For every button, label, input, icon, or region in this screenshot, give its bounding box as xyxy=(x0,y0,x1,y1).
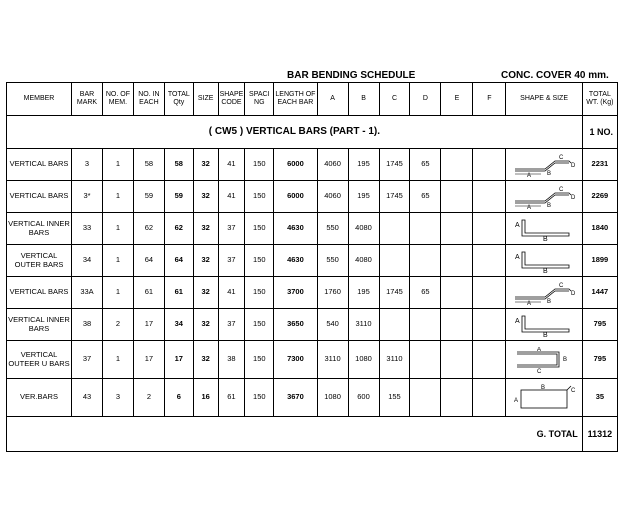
total-qty-cell: 64 xyxy=(164,245,193,277)
shape-code-cell: 41 xyxy=(218,149,245,181)
dim-a-cell: 550 xyxy=(317,213,348,245)
total-wt-cell: 795 xyxy=(582,309,617,341)
total-wt-cell: 35 xyxy=(582,379,617,417)
section-row xyxy=(7,116,618,149)
length-cell: 6000 xyxy=(274,149,317,181)
col-bar-mark: BAR MARK xyxy=(72,83,103,116)
table-row xyxy=(7,341,618,379)
col-spacing: SPACI NG xyxy=(245,83,274,116)
dim-c-cell: 3110 xyxy=(379,341,410,379)
bar-mark-cell: 3* xyxy=(72,181,103,213)
dim-b-cell: 195 xyxy=(348,277,379,309)
dim-c-cell xyxy=(379,245,410,277)
svg-text:A: A xyxy=(527,172,532,177)
shape-code-cell: 37 xyxy=(218,245,245,277)
section-count: 1 NO. xyxy=(582,116,617,149)
dim-d-cell xyxy=(410,245,441,277)
bar-bending-table xyxy=(6,82,618,452)
spacing-cell: 150 xyxy=(245,213,274,245)
length-cell: 3700 xyxy=(274,277,317,309)
svg-text:B: B xyxy=(543,235,548,241)
spacing-cell: 150 xyxy=(245,149,274,181)
dim-e-cell xyxy=(441,341,473,379)
dim-c-cell: 1745 xyxy=(379,149,410,181)
col-c: C xyxy=(379,83,410,116)
link-shape-icon xyxy=(506,379,582,417)
ubar-shape-icon xyxy=(506,341,582,379)
dim-a-cell: 4060 xyxy=(317,181,348,213)
size-cell: 32 xyxy=(193,181,218,213)
ell-shape-icon xyxy=(506,213,582,245)
dim-c-cell xyxy=(379,213,410,245)
member-cell: VERTICAL BARS xyxy=(7,277,72,309)
dim-d-cell xyxy=(410,309,441,341)
svg-text:A: A xyxy=(527,300,532,305)
spacing-cell: 150 xyxy=(245,181,274,213)
svg-text:A: A xyxy=(514,397,519,404)
header-row xyxy=(7,83,618,116)
table-row xyxy=(7,277,618,309)
ell-shape-icon xyxy=(506,309,582,341)
total-wt-cell: 1899 xyxy=(582,245,617,277)
dim-d-cell: 65 xyxy=(410,181,441,213)
dim-e-cell xyxy=(441,213,473,245)
no-of-mem-cell: 1 xyxy=(102,341,133,379)
svg-text:C: C xyxy=(559,154,564,161)
dim-b-cell: 195 xyxy=(348,181,379,213)
bar-mark-cell: 34 xyxy=(72,245,103,277)
no-of-mem-cell: 3 xyxy=(102,379,133,417)
no-in-each-cell: 61 xyxy=(133,277,164,309)
schedule-title: BAR BENDING SCHEDULE xyxy=(287,70,416,81)
bar-mark-cell: 33 xyxy=(72,213,103,245)
spacing-cell: 150 xyxy=(245,379,274,417)
svg-text:C: C xyxy=(537,368,542,373)
dim-b-cell: 1080 xyxy=(348,341,379,379)
concrete-cover: CONC. COVER 40 mm. xyxy=(501,70,609,81)
dim-e-cell xyxy=(441,149,473,181)
total-qty-cell: 17 xyxy=(164,341,193,379)
svg-text:B: B xyxy=(547,298,552,305)
total-wt-cell: 1840 xyxy=(582,213,617,245)
svg-text:A: A xyxy=(515,317,520,325)
length-cell: 4630 xyxy=(274,213,317,245)
svg-text:A: A xyxy=(537,346,542,353)
bar-mark-cell: 43 xyxy=(72,379,103,417)
svg-text:A: A xyxy=(527,204,532,209)
total-qty-cell: 6 xyxy=(164,379,193,417)
member-cell: VERTICAL OUTER BARS xyxy=(7,245,72,277)
dim-a-cell: 4060 xyxy=(317,149,348,181)
col-d: D xyxy=(410,83,441,116)
dim-b-cell: 600 xyxy=(348,379,379,417)
svg-text:B: B xyxy=(543,267,548,273)
table-row xyxy=(7,245,618,277)
total-qty-cell: 61 xyxy=(164,277,193,309)
dim-e-cell xyxy=(441,245,473,277)
dim-f-cell xyxy=(473,245,506,277)
bar-mark-cell: 33A xyxy=(72,277,103,309)
crank-shape-icon xyxy=(506,181,582,213)
no-in-each-cell: 59 xyxy=(133,181,164,213)
crank-shape-icon xyxy=(506,277,582,309)
size-cell: 32 xyxy=(193,341,218,379)
total-wt-cell: 1447 xyxy=(582,277,617,309)
shape-code-cell: 41 xyxy=(218,277,245,309)
dim-a-cell: 1080 xyxy=(317,379,348,417)
dim-d-cell: 65 xyxy=(410,149,441,181)
spacing-cell: 150 xyxy=(245,309,274,341)
col-shape-size: SHAPE & SIZE xyxy=(506,83,582,116)
dim-d-cell xyxy=(410,341,441,379)
dim-d-cell: 65 xyxy=(410,277,441,309)
total-qty-cell: 59 xyxy=(164,181,193,213)
dim-a-cell: 540 xyxy=(317,309,348,341)
dim-b-cell: 4080 xyxy=(348,245,379,277)
dim-c-cell: 1745 xyxy=(379,277,410,309)
col-no-in-each: NO. IN EACH xyxy=(133,83,164,116)
bar-mark-cell: 3 xyxy=(72,149,103,181)
spacing-cell: 150 xyxy=(245,277,274,309)
table-row xyxy=(7,379,618,417)
svg-text:B: B xyxy=(541,384,546,391)
size-cell: 32 xyxy=(193,277,218,309)
dim-b-cell: 195 xyxy=(348,149,379,181)
dim-f-cell xyxy=(473,181,506,213)
svg-text:C: C xyxy=(559,282,564,289)
bar-mark-cell: 37 xyxy=(72,341,103,379)
length-cell: 6000 xyxy=(274,181,317,213)
bar-mark-cell: 38 xyxy=(72,309,103,341)
member-cell: VERTICAL BARS xyxy=(7,149,72,181)
size-cell: 32 xyxy=(193,149,218,181)
dim-f-cell xyxy=(473,379,506,417)
total-wt-cell: 2269 xyxy=(582,181,617,213)
grand-total-label: G. TOTAL xyxy=(7,417,583,452)
svg-text:D: D xyxy=(571,290,576,297)
dim-a-cell: 550 xyxy=(317,245,348,277)
col-a: A xyxy=(317,83,348,116)
dim-b-cell: 3110 xyxy=(348,309,379,341)
dim-a-cell: 1760 xyxy=(317,277,348,309)
col-total-qty: TOTAL Qty xyxy=(164,83,193,116)
dim-c-cell xyxy=(379,309,410,341)
col-no-of-mem: NO. OF MEM. xyxy=(102,83,133,116)
dim-b-cell: 4080 xyxy=(348,213,379,245)
size-cell: 32 xyxy=(193,213,218,245)
length-cell: 7300 xyxy=(274,341,317,379)
member-cell: VERTICAL INNER BARS xyxy=(7,213,72,245)
no-of-mem-cell: 1 xyxy=(102,245,133,277)
no-of-mem-cell: 1 xyxy=(102,181,133,213)
svg-text:D: D xyxy=(571,162,576,169)
shape-code-cell: 37 xyxy=(218,309,245,341)
no-of-mem-cell: 1 xyxy=(102,213,133,245)
dim-f-cell xyxy=(473,341,506,379)
dim-c-cell: 155 xyxy=(379,379,410,417)
total-qty-cell: 34 xyxy=(164,309,193,341)
ell-shape-icon xyxy=(506,245,582,277)
shape-code-cell: 41 xyxy=(218,181,245,213)
spacing-cell: 150 xyxy=(245,341,274,379)
no-in-each-cell: 64 xyxy=(133,245,164,277)
col-f: F xyxy=(473,83,506,116)
section-title: ( CW5 ) VERTICAL BARS (PART - 1). xyxy=(7,116,583,149)
shape-code-cell: 38 xyxy=(218,341,245,379)
dim-a-cell: 3110 xyxy=(317,341,348,379)
total-qty-cell: 62 xyxy=(164,213,193,245)
svg-text:C: C xyxy=(571,387,576,394)
col-total-wt: TOTAL WT. (Kg) xyxy=(582,83,617,116)
no-in-each-cell: 17 xyxy=(133,309,164,341)
svg-text:A: A xyxy=(515,253,520,261)
size-cell: 32 xyxy=(193,245,218,277)
svg-text:B: B xyxy=(547,170,552,177)
length-cell: 3650 xyxy=(274,309,317,341)
no-in-each-cell: 62 xyxy=(133,213,164,245)
crank-shape-icon xyxy=(506,149,582,181)
dim-e-cell xyxy=(441,379,473,417)
size-cell: 16 xyxy=(193,379,218,417)
table-row xyxy=(7,213,618,245)
shape-code-cell: 37 xyxy=(218,213,245,245)
no-of-mem-cell: 1 xyxy=(102,277,133,309)
col-e: E xyxy=(441,83,473,116)
no-of-mem-cell: 2 xyxy=(102,309,133,341)
total-wt-cell: 795 xyxy=(582,341,617,379)
col-b: B xyxy=(348,83,379,116)
no-in-each-cell: 58 xyxy=(133,149,164,181)
total-qty-cell: 58 xyxy=(164,149,193,181)
svg-text:D: D xyxy=(571,194,576,201)
table-row xyxy=(7,181,618,213)
member-cell: VER.BARS xyxy=(7,379,72,417)
shape-code-cell: 61 xyxy=(218,379,245,417)
svg-text:B: B xyxy=(563,356,568,363)
grand-total-value: 11312 xyxy=(582,417,617,452)
svg-text:B: B xyxy=(547,202,552,209)
length-cell: 4630 xyxy=(274,245,317,277)
dim-c-cell: 1745 xyxy=(379,181,410,213)
member-cell: VERTICAL BARS xyxy=(7,181,72,213)
dim-d-cell xyxy=(410,213,441,245)
member-cell: VERTICAL INNER BARS xyxy=(7,309,72,341)
dim-e-cell xyxy=(441,309,473,341)
dim-f-cell xyxy=(473,277,506,309)
dim-f-cell xyxy=(473,309,506,341)
length-cell: 3670 xyxy=(274,379,317,417)
table-row xyxy=(7,149,618,181)
dim-f-cell xyxy=(473,213,506,245)
no-of-mem-cell: 1 xyxy=(102,149,133,181)
table-row xyxy=(7,309,618,341)
dim-e-cell xyxy=(441,181,473,213)
size-cell: 32 xyxy=(193,309,218,341)
dim-d-cell xyxy=(410,379,441,417)
col-member: MEMBER xyxy=(7,83,72,116)
no-in-each-cell: 17 xyxy=(133,341,164,379)
col-size: SIZE xyxy=(193,83,218,116)
svg-text:B: B xyxy=(543,331,548,337)
spacing-cell: 150 xyxy=(245,245,274,277)
grand-total-row xyxy=(7,417,618,452)
col-length: LENGTH OF EACH BAR xyxy=(274,83,317,116)
col-shape-code: SHAPE CODE xyxy=(218,83,245,116)
member-cell: VERTICAL OUTEER U BARS xyxy=(7,341,72,379)
no-in-each-cell: 2 xyxy=(133,379,164,417)
svg-text:C: C xyxy=(559,186,564,193)
svg-text:A: A xyxy=(515,221,520,229)
dim-e-cell xyxy=(441,277,473,309)
total-wt-cell: 2231 xyxy=(582,149,617,181)
dim-f-cell xyxy=(473,149,506,181)
